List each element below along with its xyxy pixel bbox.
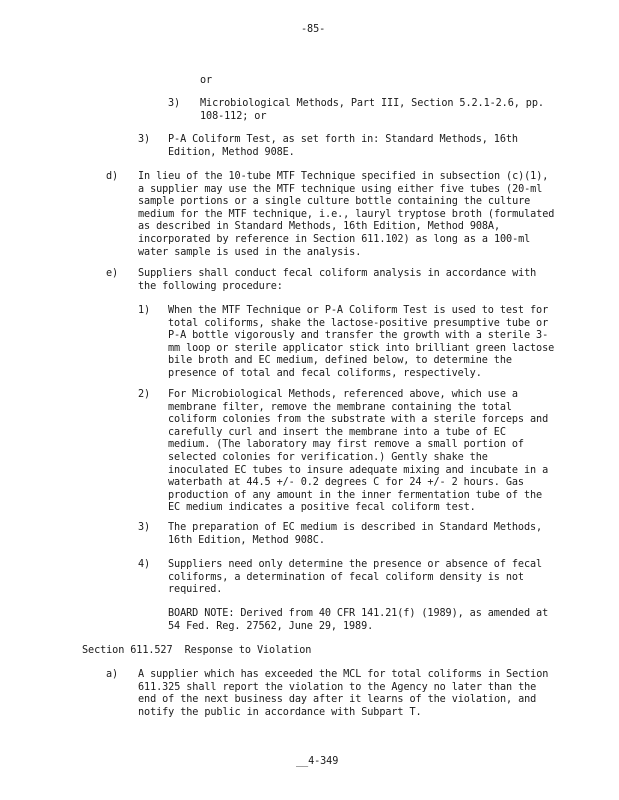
section-a-label: a) bbox=[106, 669, 119, 680]
footer-page-ref: __4-349 bbox=[296, 756, 339, 767]
section-a-text: A supplier which has exceeded the MCL for total coliforms in Section 611.325 shall report the violation to the Agency no later than the end of the next business day after it learns of the violation, and notify the public in accordance with Subpart T. bbox=[138, 669, 549, 718]
item-i3-text: Microbiological Methods, Part III, Section 5.2.1-2.6, pp. 108-112; or bbox=[200, 98, 544, 122]
item-d-text: In lieu of the 10-tube MTF Technique specified in subsection (c)(1), a supplier may use the MTF technique using either five tubes (20-ml sample portions or a single culture bottle containing the culture medium for the MTF technique, i.e., lauryl tryptose broth (formulated as described in Standard Methods, 16th Edition, Method 908A, incorporated by reference in Section 611.102) as long as a 100-ml water sample is used in the analysis. bbox=[138, 171, 555, 258]
item-e-text: Suppliers shall conduct fecal coliform analysis in accordance with the following procedure: bbox=[138, 268, 537, 292]
item-e3-label: 3) bbox=[138, 522, 151, 533]
section-heading: Section 611.527 Response to Violation bbox=[82, 645, 312, 656]
page-number: -85- bbox=[301, 24, 326, 35]
item-e2-label: 2) bbox=[138, 389, 151, 400]
item-e4-text: Suppliers need only determine the presence or absence of fecal coliforms, a determination of fecal coliform density is not required. bbox=[168, 559, 543, 596]
board-note: BOARD NOTE: Derived from 40 CFR 141.21(f) (1989), as amended at 54 Fed. Reg. 27562, June 29, 1989. bbox=[168, 608, 549, 632]
item-e3-text: The preparation of EC medium is described in Standard Methods, 16th Edition, Method 908C. bbox=[168, 522, 543, 546]
item-e4-label: 4) bbox=[138, 559, 151, 570]
item-e1-label: 1) bbox=[138, 305, 151, 316]
item-d-label: d) bbox=[106, 171, 119, 182]
item-i3-label: 3) bbox=[168, 98, 181, 109]
item-ii3-label: 3) bbox=[138, 134, 151, 145]
item-ii3-text: P-A Coliform Test, as set forth in: Standard Methods, 16th Edition, Method 908E. bbox=[168, 134, 518, 158]
or-connector: or bbox=[200, 75, 213, 86]
item-e1-text: When the MTF Technique or P-A Coliform Test is used to test for total coliforms, shake the lactose-positive presumptive tube or P-A bottle vigorously and transfer the growth with a sterile 3- mm loop or sterile applicator stick into brilliant green lactose bile broth and EC medium, defined below, to determine the presence of total and fecal coliforms, respectively. bbox=[168, 305, 555, 379]
item-e-label: e) bbox=[106, 268, 119, 279]
item-e2-text: For Microbiological Methods, referenced above, which use a membrane filter, remove the membrane containing the total coliform colonies from the substrate with a sterile forceps and carefully curl and insert the membrane into a tube of EC medium. (The laboratory may first remove a small portion of selected colonies for verification.) Gently shake the inoculated EC tubes to insure adequate mixing and incubate in a waterbath at 44.5 +/- 0.2 degrees C for 24 +/- 2 hours. Gas production of any amount in the inner fermentation tube of the EC medium indicates a positive fecal coliform test. bbox=[168, 389, 549, 514]
